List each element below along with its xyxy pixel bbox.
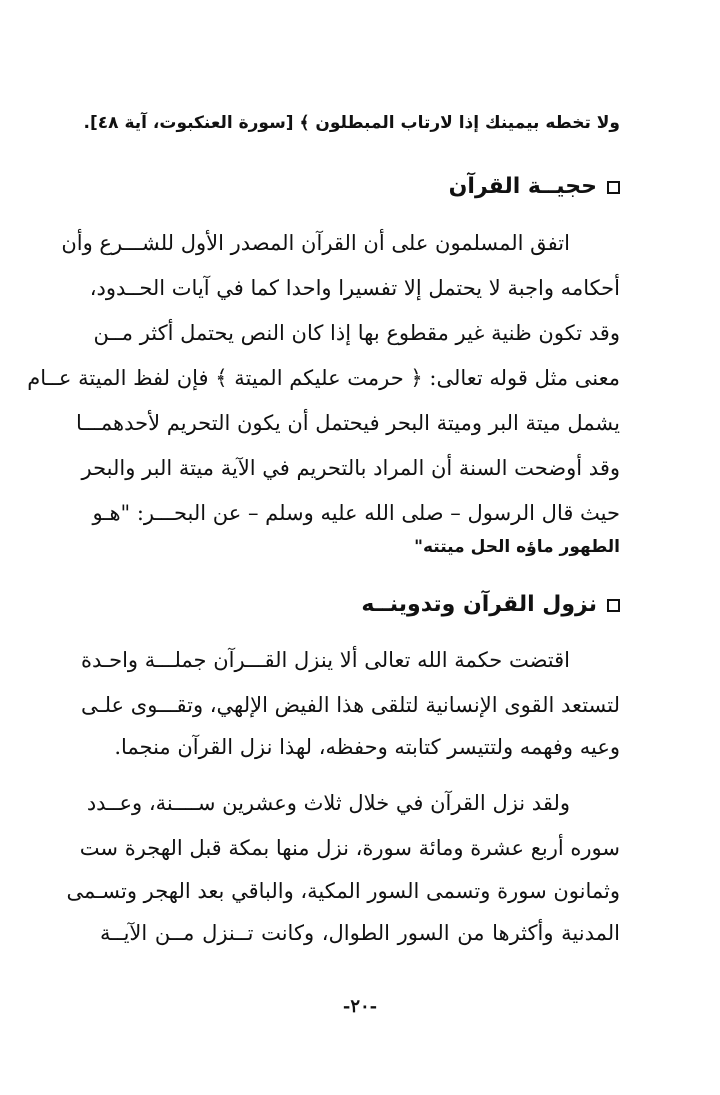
paragraph-line: ولقد نزل القرآن في خلال ثلاث وعشرين ســــنة، وعــدد: [86, 791, 570, 815]
paragraph-line: حيث قال الرسول – صلى الله عليه وسلم – عن البحـــر: "هـو: [92, 501, 620, 525]
section-heading-nuzul-al-quran: [361, 590, 620, 620]
paragraph-line: سوره أربع عشرة ومائة سورة، نزل منها بمكة قبل الهجرة ست: [79, 836, 620, 860]
paragraph-line: معنى مثل قوله تعالى: ﴿ حرمت عليكم الميتة ﴾ فإن لفظ الميتة عــام: [27, 366, 620, 390]
paragraph-line: اقتضت حكمة الله تعالى ألا ينزل القـــرآن جملـــة واحـدة: [80, 648, 570, 672]
hadith-line: الطهور ماؤه الحل ميتته": [414, 537, 620, 557]
section-heading-text: حجيــة القرآن: [448, 174, 597, 199]
section-heading-text: نزول القرآن وتدوينــه: [361, 592, 597, 617]
square-bullet-icon: [607, 181, 620, 194]
paragraph-line: أحكامه واجبة لا يحتمل إلا تفسيرا واحدا كما في آيات الحــدود،: [89, 276, 620, 300]
section-heading-hujjiyat-al-quran: [449, 172, 620, 202]
paragraph-line: اتفق المسلمون على أن القرآن المصدر الأول للشـــرع وأن: [61, 231, 570, 255]
square-bullet-icon: [607, 599, 620, 612]
paragraph-line: يشمل ميتة البر وميتة البحر فيحتمل أن يكون التحريم لأحدهمـــا: [76, 411, 620, 435]
paragraph-line: وقد أوضحت السنة أن المراد بالتحريم في الآية ميتة البر والبحر: [81, 456, 620, 480]
paragraph-line: لتستعد القوى الإنسانية لتلقى هذا الفيض الإلهي، وتقـــوى علـى: [80, 693, 620, 717]
paragraph-line: وقد تكون ظنية غير مقطوع بها إذا كان النص يحتمل أكثر مــن: [93, 321, 620, 345]
paragraph-line: المدنية وأكثرها من السور الطوال، وكانت تــنزل مــن الآيــة: [100, 921, 620, 945]
page-number: -٢٠-: [342, 996, 378, 1017]
paragraph-line: وثمانون سورة وتسمى السور المكية، والباقي بعد الهجر وتسـمى: [66, 879, 620, 903]
quran-verse-line: ولا تخطه بيمينك إذا لارتاب المبطلون ﴾ [سورة العنكبوت، آية ٤٨].: [83, 113, 620, 133]
paragraph-line: وعيه وفهمه ولتتيسر كتابته وحفظه، لهذا نزل القرآن منجما.: [114, 735, 620, 759]
